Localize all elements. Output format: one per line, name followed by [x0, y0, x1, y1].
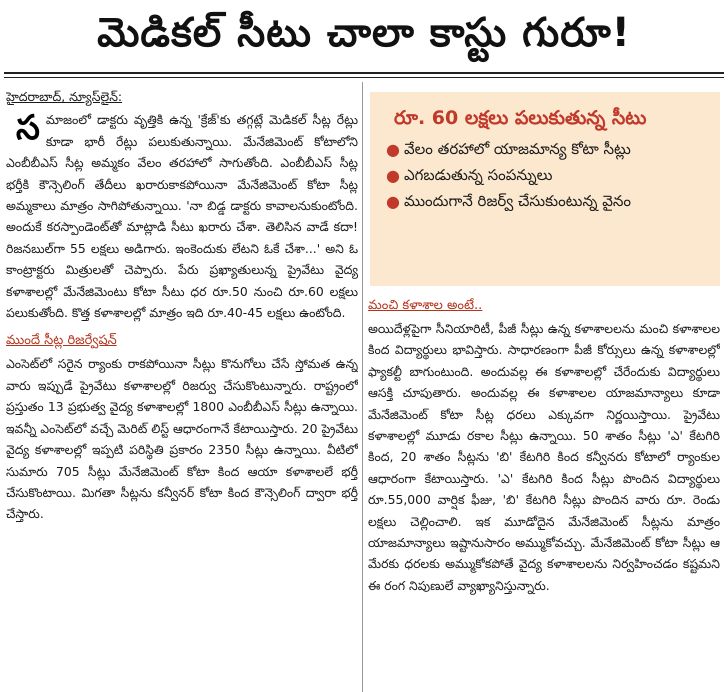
- section2-paragraph: అయిదేళ్లపైగా సీనియారిటీ, పీజీ సీట్లు ఉన్న కళాశాలలను మంచి కళాశాలల కింద విద్యార్థులు భావిస్తారు. సాధారణంగా పీజీ కోర్సులు ఉన్న కళాశాలల్లో ఫ్యాకల్టీ బాగుంటుంది. అందువల్ల ఈ కళాశాలల్లో చేరేందుకు విద్యార్థులు ఆసక్తి చూపుతారు. అందువల్ల ఈ కళాశాలల యాజమాన్యాలు కూడా మేనేజిమెంట్ కోటా సీట్ల ధరలు ఎక్కువగా నిర్ణయిస్తాయి. ప్రైవేటు కళాశాలల్లో మూడు రకాల సీట్లు ఉన్నాయి. 50 శాతం సీట్లు 'ఎ' కేటగిరి కింద, 20 శాతం సీట్లను 'బి' కేటగిరి కింద కన్వీనరు కోటాలో ర్యాంకుల ఆధారంగా కేటాయిస్తారు. 'ఎ' కేటగిరి కింద సీట్లు పొందిన విద్యార్థులు రూ.55,000 వార్షిక ఫీజు, 'బి' కేటగిరి సీట్లు పొందిన వారు రూ. రెండు లక్షలు చెల్లించాలి. ఇక మూడోదైన మేనేజిమెంట్ సీట్లను మాత్రం యాజమాన్యాలు ఇష్టానుసారం అమ్ముకోవచ్చు. మేనేజిమెంట్ కోటా సీట్లు ఆ మేరకు ధరలకు అమ్ముకోకపోతే వైద్య కళాశాలలను నిర్వహించడం కష్టమని ఈ రంగ నిపుణులే వ్యాఖ్యానిస్తున్నారు.: [368, 321, 720, 593]
- highlight-item: [382, 190, 708, 213]
- bullet-icon: ●: [386, 140, 400, 159]
- highlight-item: [382, 164, 708, 187]
- dateline: హైదరాబాద్, న్యూస్‌లైన్:: [6, 89, 123, 104]
- intro-paragraph: [6, 109, 358, 323]
- section1-paragraph: ఎంసెట్‌లో సరైన ర్యాంకు రాకపోయినా సీట్లు కొనుగోలు చేసే స్తోమత ఉన్న వారు ఇప్పుడే ప్రైవేటు కళాశాలల్లో రిజర్వు చేసుకొంటున్నారు. రాష్ట్రంలో ప్రస్తుతం 13 ప్రభుత్వ వైద్య కళాశాలల్లో 1800 ఎంబీబీఎస్ సీట్లు ఉన్నాయి. ఇవన్నీ ఎంసెట్‌లో వచ్చే మెరిట్ లిస్ట్ ఆధారంగానే కేటాయిస్తారు. 20 ప్రైవేటు వైద్య కళాశాలల్లో ఇప్పటి పరిస్థితి ప్రకారం 2350 సీట్లు ఉన్నాయి. వీటిలో సుమారు 705 సీట్లు మేనేజిమెంట్ కోటా కింద ఆయా కళాశాలలే భర్తీ చేసుకొంటాయి. మిగతా సీట్లను కన్వీనర్ కోటా కింద కౌన్సెలింగ్ ద్వారా భర్తీ చేస్తారు.: [6, 356, 358, 522]
- drop-cap: స: [16, 108, 40, 149]
- bullet-icon: ●: [386, 192, 400, 211]
- highlight-box-title: రూ. 60 లక్షలు పలుకుతున్న సీటు: [394, 107, 647, 129]
- highlight-item-text: వేలం తరహాలో యాజమాన్య కోటా సీట్లు: [404, 140, 631, 158]
- highlight-list: [382, 138, 708, 213]
- right-column: [368, 296, 720, 692]
- section2-heading: మంచి కళాశాల అంటే..: [368, 298, 483, 313]
- bullet-icon: ●: [386, 166, 400, 185]
- section1-heading: ముందే సీట్ల రిజర్వేషన్: [6, 333, 117, 349]
- highlight-item-text: ముందుగానే రిజర్వ్ చేసుకుంటున్న వైనం: [404, 192, 632, 210]
- headline: మెడికల్ సీటు చాలా కాస్టు గురూ!: [97, 10, 631, 56]
- left-column: [6, 82, 358, 692]
- column-divider: [362, 82, 363, 692]
- highlight-item: [382, 138, 708, 161]
- highlight-box: [370, 92, 720, 286]
- highlight-item-text: ఎగబడుతున్న సంపన్నులు: [404, 166, 553, 184]
- headline-rule-thin: [4, 77, 724, 78]
- headline-rule: [4, 72, 724, 74]
- intro-text: మాజంలో డాక్టరు వృత్తికి ఉన్న 'క్రేజ్'కు తగ్గట్లే మెడికల్ సీట్ల రేట్లు కూడా భారీ రేట్లు పలుకుతున్నాయి. మేనేజిమెంట్ కోటాలోని ఎంబీబీఎస్ సీట్ల అమ్మకం వేలం తరహాలో సాగుతోంది. ఎంబీబీఎస్ సీట్ల భర్తీకి కౌన్సెలింగ్ తేదీలు ఖరారుకాకపోయినా మేనేజిమెంట్ కోటా సీట్ల అమ్మకాలు మాత్రం సాగిపోతున్నాయి. 'నా బిడ్డ డాక్టరు కావాలనుకుంటోంది. అందుకే కరస్పాండెంట్‌తో మాట్లాడి సీటు ఖరారు చేశా. తెలిసిన వాడే కదా! రిజనబుల్‌గా 55 లక్షలు అడిగారు. ఇంకెందుకు లేటని ఓకే చేశా...' అని ఓ కాంట్రాక్టరు మిత్రులతో చెప్పారు. పేరు ప్రఖ్యాతులున్న ప్రైవేటు వైద్య కళాశాలల్లో మేనేజిమెంటు కోటా సీటు ధర రూ.50 నుంచి రూ.60 లక్షలు పలుకుతోంది. కొత్త కళాశాలల్లో మాత్రం ఇది రూ.40-45 లక్షలు ఉంటోంది.: [6, 112, 358, 321]
